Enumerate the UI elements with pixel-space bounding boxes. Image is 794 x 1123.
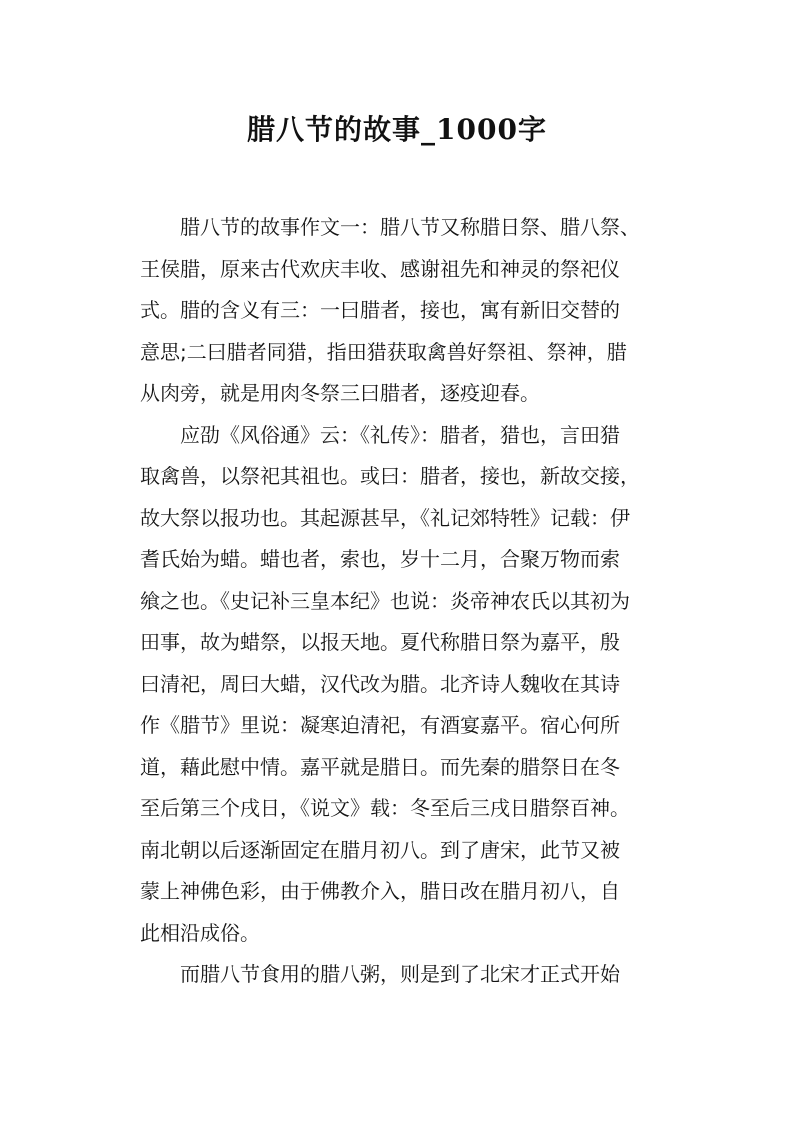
document-body (140, 207, 670, 996)
paragraph-line: 耆氏始为蜡。蜡也者，索也，岁十二月，合聚万物而索 (140, 547, 620, 571)
paragraph-line: 至后第三个戌日，《说文》载：冬至后三戌日腊祭百神。 (140, 796, 630, 820)
paragraph-line: 道，藉此慰中情。嘉平就是腊日。而先秦的腊祭日在冬 (140, 754, 620, 779)
paragraph-line: 意思;二曰腊者同猎，指田猎获取禽兽好祭祖、祭神，腊 (140, 339, 627, 364)
paragraph-line: 应劭《风俗通》云：《礼传》：腊者，猎也，言田猎 (180, 422, 620, 447)
paragraph-line: 田事，故为蜡祭，以报天地。夏代称腊日祭为嘉平，殷 (140, 630, 620, 654)
paragraph-line: 从肉旁，就是用肉冬祭三曰腊者，逐疫迎春。 (140, 381, 540, 405)
paragraph-line: 王侯腊，原来古代欢庆丰收、感谢祖先和神灵的祭祀仪 (140, 256, 620, 281)
paragraph-line: 作《腊节》里说：凝寒迫清祀，有酒宴嘉平。宿心何所 (140, 713, 620, 737)
paragraph-line: 取禽兽，以祭祀其祖也。或曰：腊者，接也，新故交接， (140, 464, 640, 488)
paragraph-line: 南北朝以后逐渐固定在腊月初八。到了唐宋，此节又被 (140, 837, 620, 862)
paragraph-line: 而腊八节食用的腊八粥，则是到了北宋才正式开始 (180, 962, 620, 986)
paragraph-line: 飨之也。《史记补三皇本纪》也说：炎帝神农氏以其初为 (140, 588, 630, 613)
paragraph-line: 腊八节的故事作文一：腊八节又称腊日祭、腊八祭、 (180, 215, 640, 239)
paragraph-line: 蒙上神佛色彩，由于佛教介入，腊日改在腊月初八，自 (140, 879, 620, 903)
paragraph-line: 式。腊的含义有三：一曰腊者，接也，寓有新旧交替的 (140, 298, 620, 322)
paragraph-line: 曰清祀，周曰大蜡，汉代改为腊。北齐诗人魏收在其诗 (140, 671, 620, 696)
document-title: 腊八节的故事_1000字 (247, 113, 547, 146)
paragraph-line: 此相沿成俗。 (140, 920, 260, 945)
paragraph-line: 故大祭以报功也。其起源甚早，《礼记郊特牲》记载：伊 (140, 505, 630, 530)
